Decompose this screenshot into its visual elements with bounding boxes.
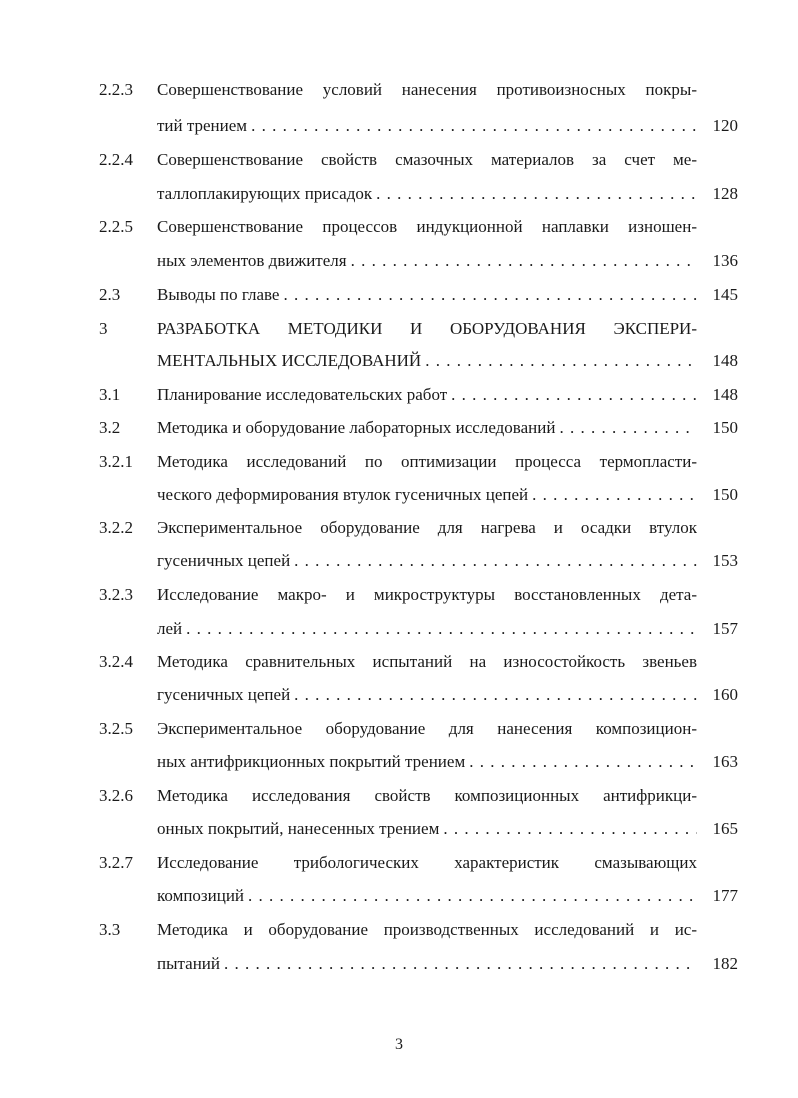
- section-title-line1: Методика и оборудование производственных исследований и ис-: [157, 920, 697, 939]
- toc-entry-3-2-3: [0, 581, 798, 609]
- leader-dots: [351, 247, 697, 275]
- leader-dots: [283, 281, 697, 309]
- section-number: 2.3: [99, 285, 121, 304]
- leader-dots: [248, 882, 697, 910]
- section-title-line1: Методика исследования свойств композиционных антифрикци-: [157, 786, 697, 805]
- toc-entry-3-3-cont: [0, 950, 798, 978]
- section-number: 3.3: [99, 920, 121, 939]
- section-title-line2: гусеничных цепей: [157, 685, 291, 704]
- page-ref: 148: [712, 351, 738, 370]
- section-title: Выводы по главе: [157, 285, 280, 304]
- page-ref: 148: [712, 385, 738, 404]
- section-title-line2: онных покрытий, нанесенных трением: [157, 819, 440, 838]
- section-title-line1: Методика сравнительных испытаний на износостойкость звеньев: [157, 652, 697, 671]
- leader-dots: [559, 414, 697, 442]
- toc-entry-2-2-4: [0, 146, 798, 174]
- section-number: 2.2.3: [99, 80, 133, 99]
- section-number: 3.1: [99, 385, 121, 404]
- section-title: Планирование исследовательских работ: [157, 385, 448, 404]
- toc-entry-3-cont: [0, 347, 798, 375]
- leader-dots: [224, 950, 697, 978]
- toc-entry-3-2-4-cont: [0, 681, 798, 709]
- leader-dots: [443, 815, 697, 843]
- section-number: 3.2.1: [99, 452, 133, 471]
- toc-entry-2-2-4-cont: [0, 180, 798, 208]
- section-number: 2.2.5: [99, 217, 133, 236]
- toc-entry-2-2-3-cont: [0, 112, 798, 140]
- page-ref: 177: [712, 886, 738, 905]
- section-title-line2: МЕНТАЛЬНЫХ ИССЛЕДОВАНИЙ: [157, 351, 422, 370]
- section-number: 3: [99, 319, 108, 338]
- toc-entry-3-2-6: [0, 782, 798, 810]
- section-title-line1: Совершенствование условий нанесения противоизносных покры-: [157, 80, 697, 99]
- toc-entry-3-2: [0, 414, 798, 442]
- section-number: 3.2.3: [99, 585, 133, 604]
- leader-dots: [294, 681, 697, 709]
- toc-entry-3-2-5: [0, 715, 798, 743]
- section-title-line2: ных антифрикционных покрытий трением: [157, 752, 466, 771]
- section-title-line1: Совершенствование процессов индукционной наплавки изношен-: [157, 217, 697, 236]
- page-ref: 182: [712, 954, 738, 973]
- section-title-line2: гусеничных цепей: [157, 551, 291, 570]
- page-ref: 150: [712, 418, 738, 437]
- toc-entry-3-2-6-cont: [0, 815, 798, 843]
- toc-entry-3-2-1: [0, 448, 798, 476]
- page-ref: 160: [712, 685, 738, 704]
- section-title-line1: Исследование макро- и микроструктуры восстановленных дета-: [157, 585, 697, 604]
- section-title-line1: Экспериментальное оборудование для нанесения композицион-: [157, 719, 697, 738]
- page-ref: 163: [712, 752, 738, 771]
- page-ref: 128: [712, 184, 738, 203]
- toc-entry-3-2-3-cont: [0, 615, 798, 643]
- section-title-line2: таллоплакирующих присадок: [157, 184, 373, 203]
- section-title-line2: ных элементов движителя: [157, 251, 347, 270]
- section-number: 3.2.4: [99, 652, 133, 671]
- toc-entry-2-2-5: [0, 213, 798, 241]
- section-title-line2: композиций: [157, 886, 245, 905]
- toc-entry-3-2-5-cont: [0, 748, 798, 776]
- toc-entry-3-2-1-cont: [0, 481, 798, 509]
- section-title-line1: Методика исследований по оптимизации процесса термопласти-: [157, 452, 697, 471]
- section-title-line1: Экспериментальное оборудование для нагрева и осадки втулок: [157, 518, 697, 537]
- toc-entry-3-2-7-cont: [0, 882, 798, 910]
- leader-dots: [451, 381, 697, 409]
- page-ref: 157: [712, 619, 738, 638]
- leader-dots: [186, 615, 697, 643]
- toc-entry-3-3: [0, 916, 798, 944]
- section-title-line2: лей: [157, 619, 183, 638]
- page-ref: 153: [712, 551, 738, 570]
- leader-dots: [532, 481, 697, 509]
- section-title-line1: Исследование трибологических характеристик смазывающих: [157, 853, 697, 872]
- leader-dots: [469, 748, 697, 776]
- toc-entry-2-3: [0, 281, 798, 309]
- page-ref: 145: [712, 285, 738, 304]
- section-title-line1: Совершенствование свойств смазочных материалов за счет ме-: [157, 150, 697, 169]
- section-number: 3.2.5: [99, 719, 133, 738]
- section-title-line2: тий трением: [157, 116, 248, 135]
- toc-entry-2-2-5-cont: [0, 247, 798, 275]
- toc-entry-3: [0, 315, 798, 343]
- leader-dots: [251, 112, 697, 140]
- page-ref: 150: [712, 485, 738, 504]
- section-number: 3.2: [99, 418, 121, 437]
- section-number: 3.2.7: [99, 853, 133, 872]
- leader-dots: [376, 180, 697, 208]
- toc-entry-3-2-7: [0, 849, 798, 877]
- page-ref: 120: [712, 116, 738, 135]
- toc-entry-3-1: [0, 381, 798, 409]
- toc-entry-3-2-4: [0, 648, 798, 676]
- section-title-line2: ческого деформирования втулок гусеничных цепей: [157, 485, 529, 504]
- section-number: 3.2.6: [99, 786, 133, 805]
- toc-entry-3-2-2-cont: [0, 547, 798, 575]
- page-number: 3: [395, 1036, 403, 1053]
- toc-entry-2-2-3: [0, 76, 798, 104]
- page-ref: 165: [712, 819, 738, 838]
- section-title-line2: пытаний: [157, 954, 220, 973]
- page-ref: 136: [712, 251, 738, 270]
- section-number: 2.2.4: [99, 150, 133, 169]
- section-title: Методика и оборудование лабораторных исследований: [157, 418, 556, 437]
- section-number: 3.2.2: [99, 518, 133, 537]
- toc-entry-3-2-2: [0, 514, 798, 542]
- section-title-line1: РАЗРАБОТКА МЕТОДИКИ И ОБОРУДОВАНИЯ ЭКСПЕРИ-: [157, 319, 697, 338]
- leader-dots: [425, 347, 697, 375]
- leader-dots: [294, 547, 697, 575]
